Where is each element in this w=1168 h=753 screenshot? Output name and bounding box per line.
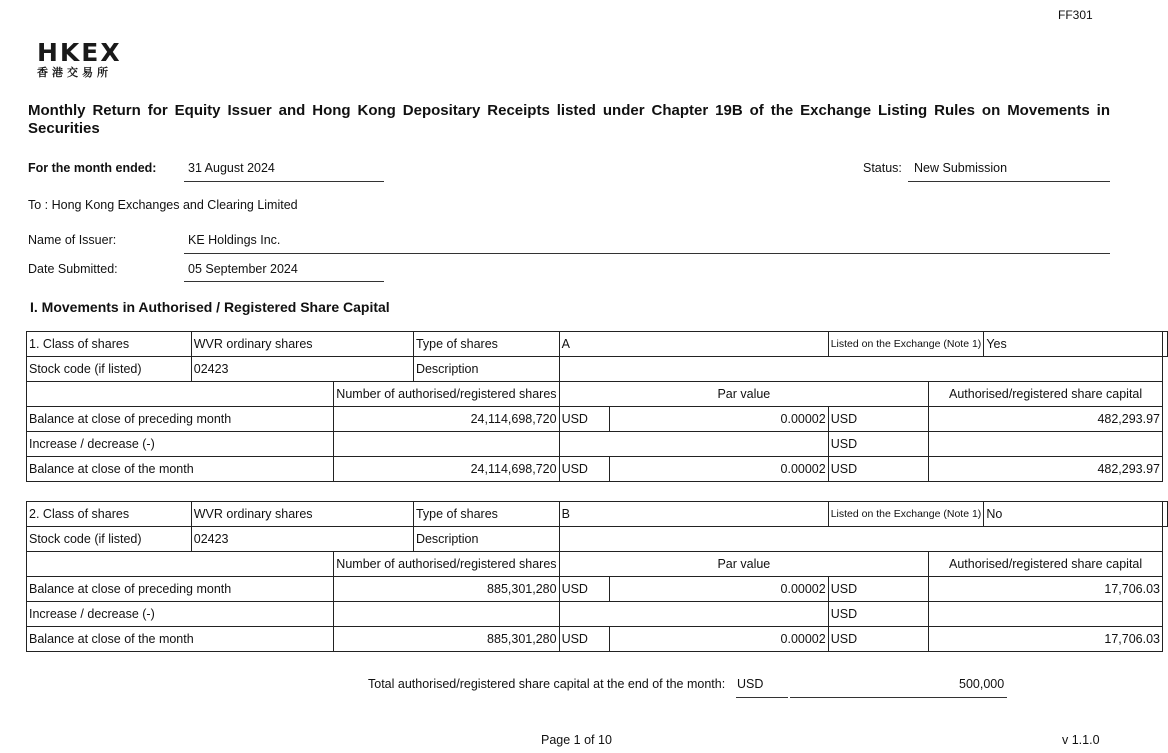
description-label: Description [413, 357, 559, 382]
par-value [559, 432, 828, 457]
cap-value: 17,706.03 [929, 627, 1163, 652]
stock-code-row [27, 527, 1168, 552]
total-currency-underline [736, 697, 788, 698]
shares-value: 24,114,698,720 [334, 457, 559, 482]
status-value: New Submission [914, 161, 1008, 175]
par-currency: USD [559, 627, 610, 652]
par-value: 0.00002 [610, 457, 828, 482]
cap-value [929, 432, 1163, 457]
par-currency: USD [559, 457, 610, 482]
par-value: 0.00002 [610, 407, 828, 432]
increase-decrease-row [27, 432, 1168, 457]
cap-currency: USD [828, 457, 928, 482]
listed-label: Listed on the Exchange (Note 1) [828, 502, 984, 527]
listed-value: Yes [984, 332, 1163, 357]
stock-code-label: Stock code (if listed) [27, 527, 192, 552]
auth-capital-header: Authorised/registered share capital [929, 382, 1163, 407]
cap-currency: USD [828, 432, 928, 457]
listed-value: No [984, 502, 1163, 527]
share-class-table-1 [26, 331, 1168, 482]
class-row [27, 332, 1168, 357]
row-label: Balance at close of the month [27, 627, 334, 652]
date-submitted-underline [184, 281, 384, 282]
month-ended-label: For the month ended: [28, 161, 157, 175]
cap-value: 482,293.97 [929, 457, 1163, 482]
row-label: Balance at close of the month [27, 457, 334, 482]
status-label: Status: [863, 161, 902, 175]
class-value: WVR ordinary shares [191, 332, 413, 357]
par-currency: USD [559, 407, 610, 432]
cap-value: 17,706.03 [929, 577, 1163, 602]
form-code: FF301 [1058, 8, 1093, 22]
par-value-header: Par value [559, 382, 929, 407]
status-underline [908, 181, 1110, 182]
description-value [559, 357, 1162, 382]
description-value [559, 527, 1162, 552]
balance-close-row [27, 627, 1168, 652]
blank-header [27, 382, 334, 407]
empty-cell [1163, 502, 1168, 527]
class-label-cell: 2. Class of shares [27, 502, 192, 527]
par-value [559, 602, 828, 627]
balance-prev-row [27, 577, 1168, 602]
description-label: Description [413, 527, 559, 552]
logo-chinese-name: 香港交易所 [37, 66, 112, 79]
column-header-row [27, 382, 1168, 407]
num-shares-header: Number of authorised/registered shares [334, 552, 559, 577]
class-value: WVR ordinary shares [191, 502, 413, 527]
class-row [27, 502, 1168, 527]
month-ended-value: 31 August 2024 [188, 161, 275, 175]
to-line: To : Hong Kong Exchanges and Clearing Limited [28, 198, 298, 212]
auth-capital-header: Authorised/registered share capital [929, 552, 1163, 577]
shares-value [334, 432, 559, 457]
document-title: Monthly Return for Equity Issuer and Hong Kong Depositary Receipts listed under Chapter 19B of the Exchange Listing Rules on Movements in Securities [28, 102, 1110, 137]
type-value: A [559, 332, 828, 357]
par-value-header: Par value [559, 552, 929, 577]
total-capital-value: 500,000 [959, 677, 1005, 691]
hkex-logo [37, 40, 122, 80]
num-shares-header: Number of authorised/registered shares [334, 382, 559, 407]
cap-value [929, 602, 1163, 627]
shares-value: 885,301,280 [334, 627, 559, 652]
issuer-label: Name of Issuer: [28, 233, 117, 247]
issuer-value: KE Holdings Inc. [188, 233, 281, 247]
shares-value [334, 602, 559, 627]
total-capital-currency: USD [737, 677, 764, 691]
issuer-underline [184, 253, 1110, 254]
stock-code-value: 02423 [191, 357, 413, 382]
shares-value: 24,114,698,720 [334, 407, 559, 432]
column-header-row [27, 552, 1168, 577]
par-currency: USD [559, 577, 610, 602]
cap-currency: USD [828, 577, 928, 602]
section-title: I. Movements in Authorised / Registered Share Capital [30, 299, 390, 315]
date-submitted-label: Date Submitted: [28, 262, 118, 276]
cap-currency: USD [828, 627, 928, 652]
date-submitted-value: 05 September 2024 [188, 262, 298, 276]
class-label-cell: 1. Class of shares [27, 332, 192, 357]
listed-label: Listed on the Exchange (Note 1) [828, 332, 984, 357]
total-value-underline [790, 697, 1007, 698]
row-label: Increase / decrease (-) [27, 602, 334, 627]
increase-decrease-row [27, 602, 1168, 627]
type-value: B [559, 502, 828, 527]
cap-value: 482,293.97 [929, 407, 1163, 432]
type-label: Type of shares [413, 332, 559, 357]
balance-prev-row [27, 407, 1168, 432]
stock-code-value: 02423 [191, 527, 413, 552]
share-class-table-2 [26, 501, 1168, 652]
empty-cell [1163, 332, 1168, 357]
stock-code-row [27, 357, 1168, 382]
month-ended-underline [184, 181, 384, 182]
balance-close-row [27, 457, 1168, 482]
type-label: Type of shares [413, 502, 559, 527]
logo-wordmark: HKEX [37, 38, 122, 67]
stock-code-label: Stock code (if listed) [27, 357, 192, 382]
shares-value: 885,301,280 [334, 577, 559, 602]
par-value: 0.00002 [610, 627, 828, 652]
cap-currency: USD [828, 407, 928, 432]
total-capital-label: Total authorised/registered share capital at the end of the month: [368, 677, 726, 691]
blank-header [27, 552, 334, 577]
par-value: 0.00002 [610, 577, 828, 602]
row-label: Balance at close of preceding month [27, 407, 334, 432]
cap-currency: USD [828, 602, 928, 627]
version: v 1.1.0 [1062, 733, 1100, 747]
row-label: Balance at close of preceding month [27, 577, 334, 602]
row-label: Increase / decrease (-) [27, 432, 334, 457]
page-number: Page 1 of 10 [541, 733, 612, 747]
